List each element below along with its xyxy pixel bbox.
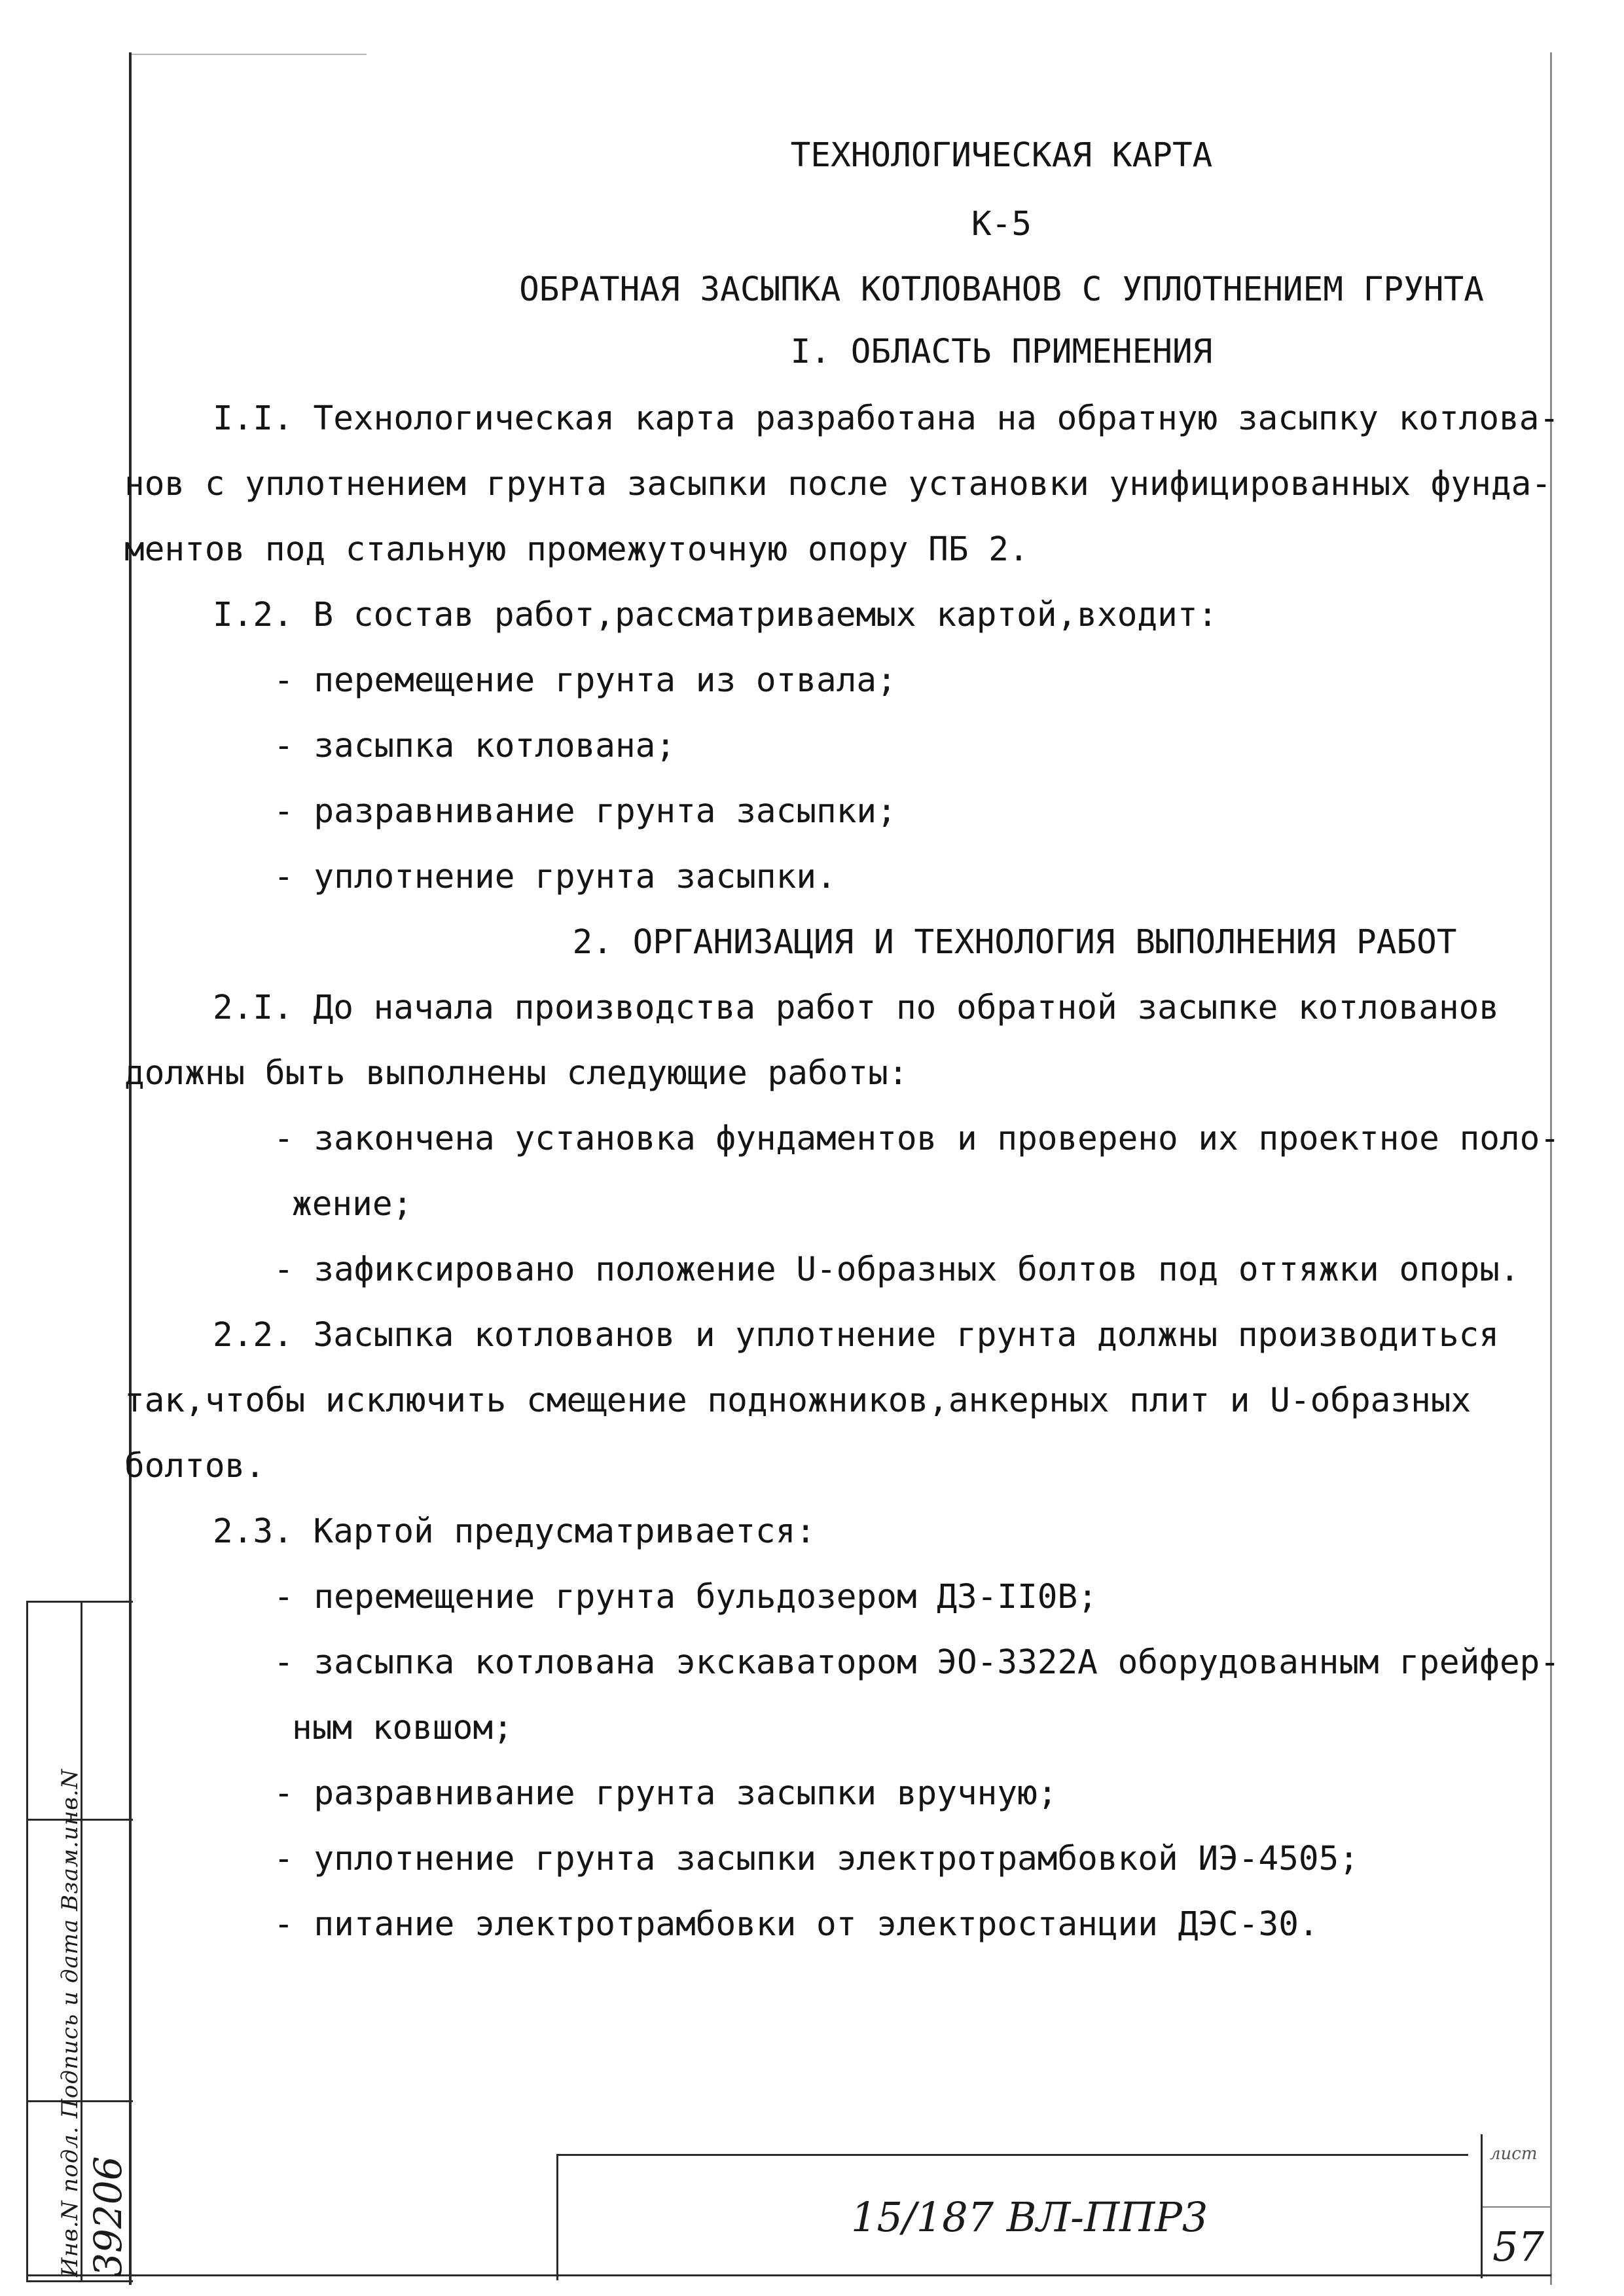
- sheet-number: 57: [1492, 2223, 1544, 2270]
- paragraph-2-2-line-2: так,чтобы исключить смещение подножников,анкерных плит и U-образных: [124, 1381, 1471, 1420]
- list-item: - перемещение грунта из отвала;: [274, 661, 897, 700]
- list-item: - зафиксировано положение U-образных болтов под оттяжки опоры.: [274, 1250, 1520, 1289]
- document-subtitle: ОБРАТНАЯ ЗАСЫПКА КОТЛОВАНОВ С УПЛОТНЕНИЕМ ГРУНТА: [519, 270, 1484, 309]
- frame-right-border: [1550, 52, 1552, 2285]
- list-item: - засыпка котлована экскаватором ЭО-3322А оборудованным грейфер-: [274, 1643, 1561, 1682]
- list-item: - питание электротрамбовки от электростанции ДЭС-30.: [274, 1905, 1319, 1944]
- paragraph-2-2-line-3: болтов.: [124, 1447, 265, 1485]
- frame-top-border: [131, 54, 367, 55]
- paragraph-2-2-line-1: 2.2. Засыпка котлованов и уплотнение грунта должны производиться: [213, 1316, 1500, 1355]
- list-item: - уплотнение грунта засыпки электротрамбовкой ИЭ-4505;: [274, 1840, 1360, 1878]
- paragraph-2-3: 2.3. Картой предусматривается:: [213, 1512, 816, 1551]
- sheet-label: лист: [1490, 2144, 1538, 2164]
- paragraph-1-2: I.2. В состав работ,рассматриваемых картой,входит:: [213, 596, 1218, 634]
- paragraph-2-1-line-2: должны быть выполнены следующие работы:: [124, 1054, 909, 1093]
- list-item: - уплотнение грунта засыпки.: [274, 858, 837, 896]
- list-item: - закончена установка фундаментов и проверено их проектное поло-: [274, 1120, 1561, 1158]
- inventory-stamp: [26, 1601, 133, 2282]
- stamp-inventory-number: 39206: [86, 2156, 130, 2277]
- stamp-labels: Инв.N подл. Подпись и дата Взам.инв.N: [57, 1768, 83, 2277]
- paragraph-1-1-line-1: I.I. Технологическая карта разработана на обратную засыпку котлова-: [213, 399, 1560, 438]
- paragraph-2-1-line-1: 2.I. До начала производства работ по обратной засыпке котлованов: [213, 989, 1500, 1027]
- list-item: - перемещение грунта бульдозером ДЗ-II0В;: [274, 1578, 1098, 1616]
- section1-heading: I. ОБЛАСТЬ ПРИМЕНЕНИЯ: [790, 333, 1213, 371]
- section2-heading: 2. ОРГАНИЗАЦИЯ И ТЕХНОЛОГИЯ ВЫПОЛНЕНИЯ РАБОТ: [572, 923, 1457, 962]
- paragraph-1-1-line-3: ментов под стальную промежуточную опору ПБ 2.: [124, 530, 1029, 569]
- list-item-continuation: ным ковшом;: [292, 1709, 513, 1747]
- title-block-code: 15/187 ВЛ-ППР3: [851, 2193, 1208, 2241]
- document-code: К-5: [971, 205, 1032, 244]
- paragraph-1-1-line-2: нов с уплотнением грунта засыпки после установки унифицированных фунда-: [124, 465, 1552, 503]
- list-item: - засыпка котлована;: [274, 727, 676, 765]
- list-item-continuation: жение;: [292, 1185, 413, 1224]
- document-title: ТЕХНОЛОГИЧЕСКАЯ КАРТА: [790, 136, 1213, 175]
- list-item: - разравнивание грунта засыпки;: [274, 792, 897, 831]
- sheet-box-divider: [1481, 2206, 1550, 2208]
- list-item: - разравнивание грунта засыпки вручную;: [274, 1774, 1058, 1813]
